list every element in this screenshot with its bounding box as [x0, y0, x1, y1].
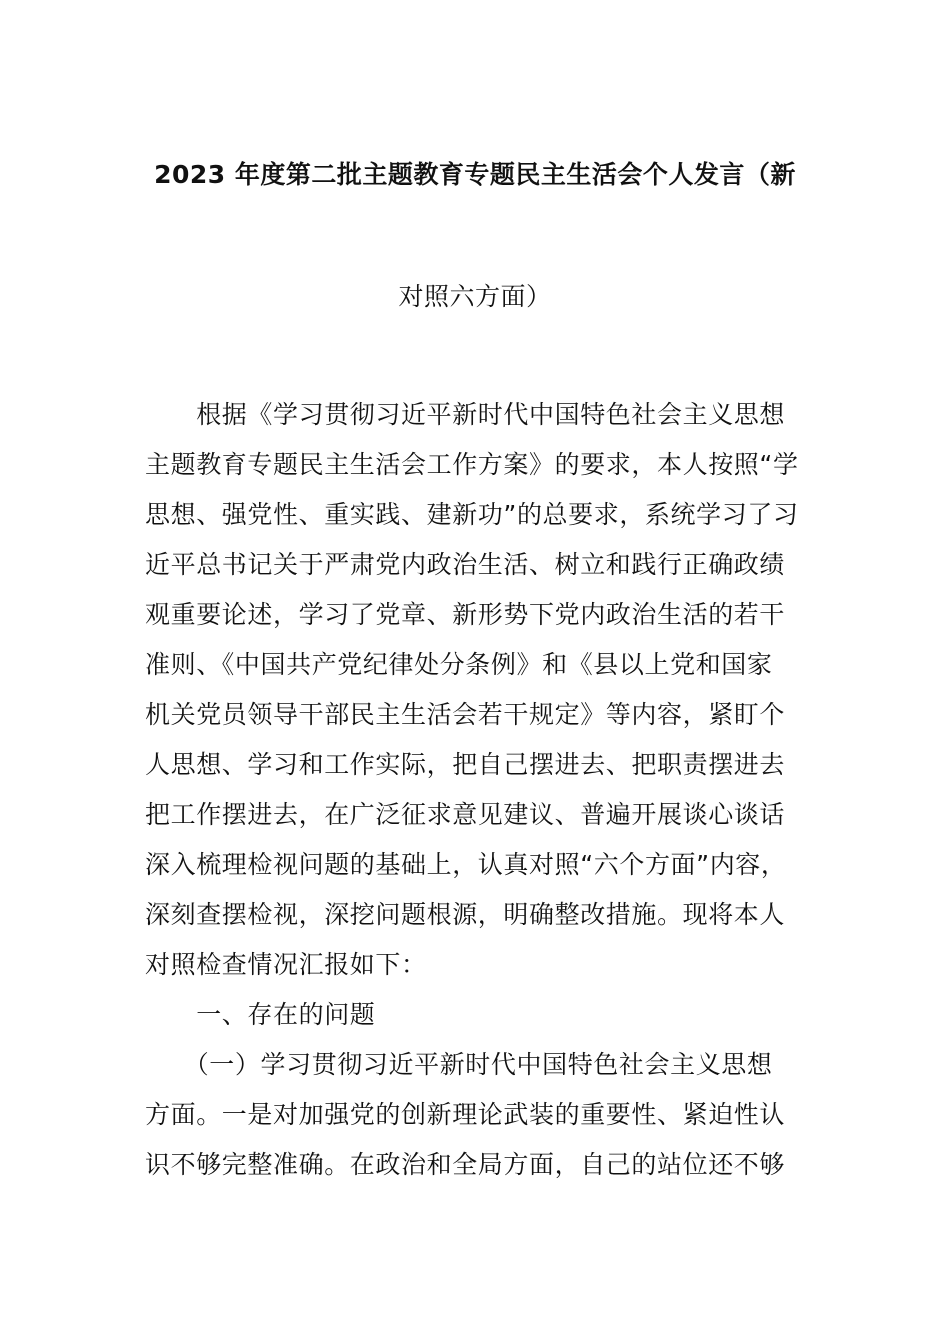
subsection-heading: （一）学习贯彻习近平新时代中国特色社会主义思想	[145, 1050, 773, 1079]
section-heading: 一、存在的问题	[145, 1000, 376, 1029]
body-text-line: 深刻查摆检视，深挖问题根源，明确整改措施。现将本人	[145, 900, 786, 929]
body-text-line: 深入梳理检视问题的基础上，认真对照“六个方面”内容，	[145, 850, 787, 879]
body-text-line: 识不够完整准确。在政治和全局方面，自己的站位还不够	[145, 1150, 786, 1179]
body-text-line: 准则、《中国共产党纪律处分条例》和《县以上党和国家	[145, 650, 773, 679]
body-text-line: 观重要论述，学习了党章、新形势下党内政治生活的若干	[145, 600, 786, 629]
body-text-line: 把工作摆进去，在广泛征求意见建议、普遍开展谈心谈话	[145, 800, 786, 829]
body-text-line: 人思想、学习和工作实际，把自己摆进去、把职责摆进去	[145, 750, 786, 779]
body-text-line: 机关党员领导干部民主生活会若干规定》等内容，紧盯个	[145, 700, 786, 729]
body-text-line: 思想、强党性、重实践、建新功”的总要求，系统学习了习	[145, 500, 799, 529]
body-text-line: 对照检查情况汇报如下：	[145, 950, 427, 979]
body-text-line: 方面。一是对加强党的创新理论武装的重要性、紧迫性认	[145, 1100, 786, 1129]
body-text-line: 根据《学习贯彻习近平新时代中国特色社会主义思想	[145, 400, 786, 429]
document-title-line-1: 2023 年度第二批主题教育专题民主生活会个人发言（新	[154, 160, 796, 189]
document-title-line-2: 对照六方面）	[398, 282, 552, 311]
body-text-line: 近平总书记关于严肃党内政治生活、树立和践行正确政绩	[145, 550, 786, 579]
body-text-line: 主题教育专题民主生活会工作方案》的要求，本人按照“学	[145, 450, 799, 479]
